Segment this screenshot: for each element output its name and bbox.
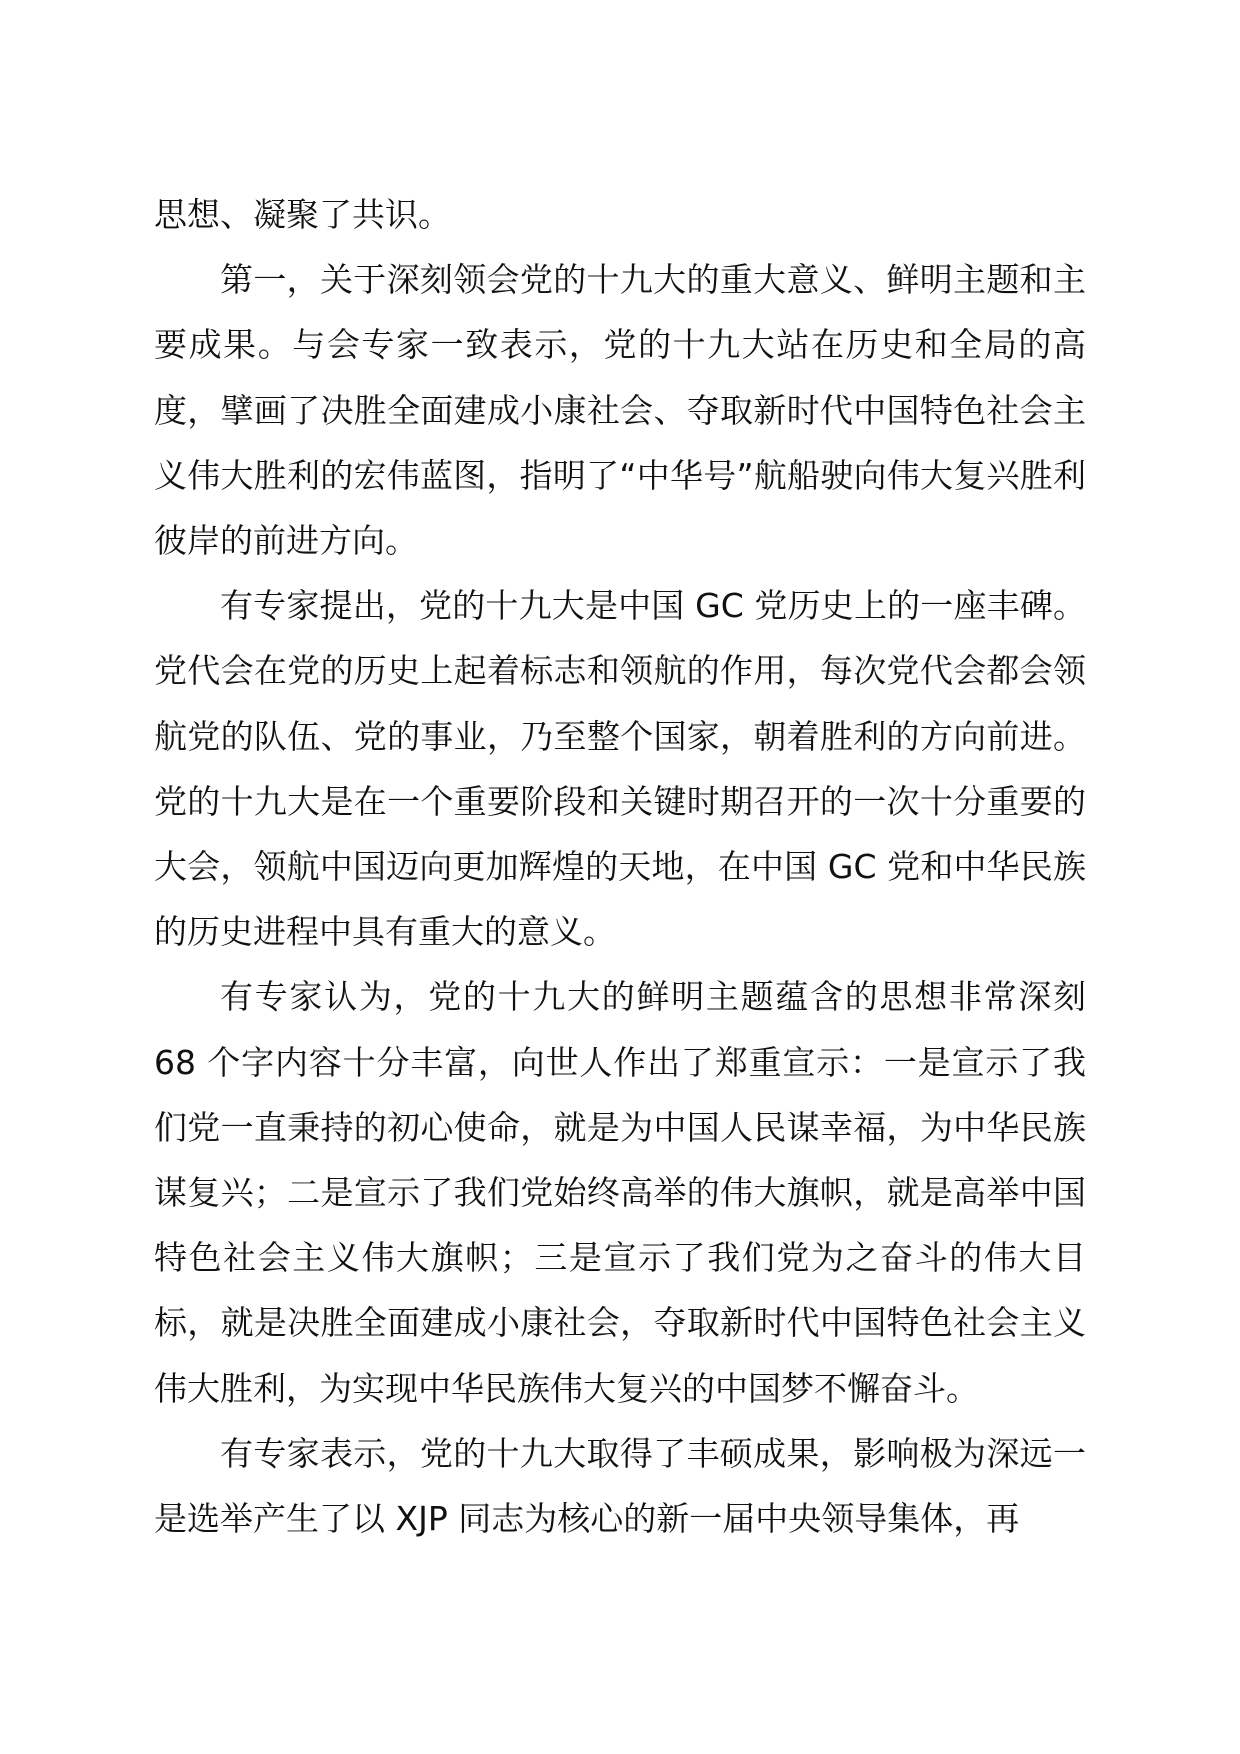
paragraph-continuation: 思想、凝聚了共识。 [154,195,451,234]
paragraph-expert-milestone: 有专家提出，党的十九大是中国 GC 党历史上的一座丰碑。党代会在党的历史上起着标志和领航的作用，每次党代会都会领航党的队伍、党的事业，乃至整个国家，朝着胜利的方向前进。党的十九大是在一个重要阶段和关键时期召开的一次十分重要的大会，领航中国迈向更加辉煌的天地，在中国 GC 党和中华民族的历史进程中具有重大的意义。 [154,586,1086,952]
body-text [154,182,1086,1551]
paragraph-expert-results: 有专家表示，党的十九大取得了丰硕成果，影响极为深远一是选举产生了以 XJP 同志为核心的新一届中央领导集体，再 [154,1433,1086,1539]
paragraph-first-point: 第一，关于深刻领会党的十九大的重大意义、鲜明主题和主要成果。与会专家一致表示，党的十九大站在历史和全局的高度，擘画了决胜全面建成小康社会、夺取新时代中国特色社会主义伟大胜利的宏伟蓝图，指明了“中华号”航船驶向伟大复兴胜利彼岸的前进方向。 [154,260,1086,561]
paragraph-expert-theme: 有专家认为，党的十九大的鲜明主题蕴含的思想非常深刻68 个字内容十分丰富，向世人作出了郑重宣示：一是宣示了我们党一直秉持的初心使命，就是为中国人民谋幸福，为中华民族谋复兴；二是宣示了我们党始终高举的伟大旗帜，就是高举中国特色社会主义伟大旗帜；三是宣示了我们党为之奋斗的伟大目标，就是决胜全面建成小康社会，夺取新时代中国特色社会主义伟大胜利，为实现中华民族伟大复兴的中国梦不懈奋斗。 [154,977,1086,1408]
